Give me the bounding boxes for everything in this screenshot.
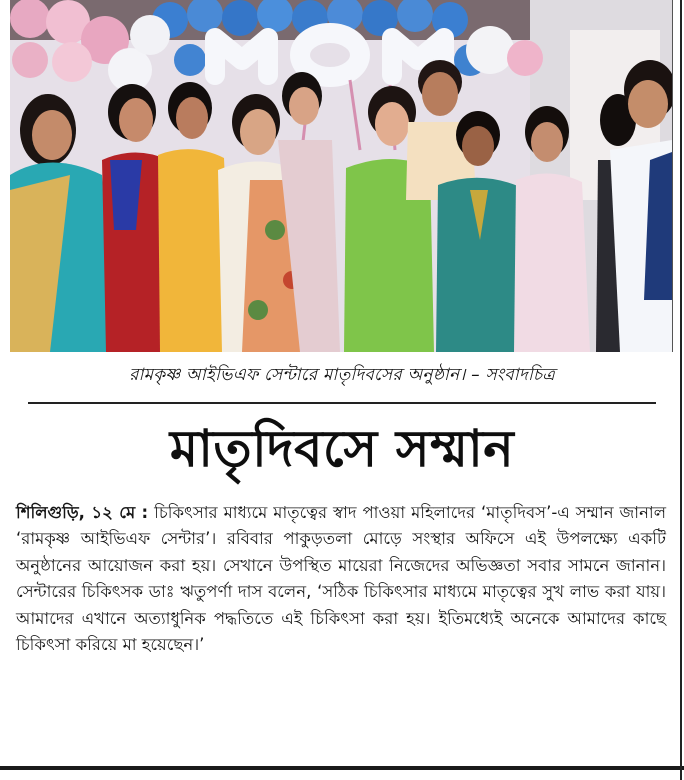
article-dateline: শিলিগুড়ি, ১২ মে : [16, 503, 149, 522]
right-border [680, 0, 682, 780]
event-photo [10, 0, 673, 352]
article-text: চিকিৎসার মাধ্যমে মাতৃত্বের স্বাদ পাওয়া মহিলাদের ‘মাতৃদিবস’-এ সম্মান জানাল ‘রামকৃষ্ণ আইভিএফ সেন্টার’। রবিবার পাকুড়তলা মোড়ে সংস্থার অফিসে এই উপলক্ষ্যে একটি অনুষ্ঠানের আয়োজন করা হয়। সেখানে উপস্থিত মায়েরা নিজেদের অভিজ্ঞতা সবার সামনে জানান। সেন্টারের চিকিৎসক ডাঃ ঋতুপর্ণা দাস বলেন, ‘সঠিক চিকিৎসার মাধ্যমে মাতৃত্বের সুখ লাভ করা যায়। আমাদের এখানে অত্যাধুনিক পদ্ধতিতে এই চিকিৎসা করা হয়। ইতিমধ্যেই অনেকে আমাদের কাছে চিকিৎসা করিয়ে মা হয়েছেন।’ [16, 503, 666, 655]
bottom-border [0, 766, 684, 770]
caption-divider [28, 402, 656, 404]
photo-caption: রামকৃষ্ণ আইভিএফ সেন্টারে মাতৃদিবসের অনুষ্ঠান। – সংবাদচিত্র [129, 365, 555, 385]
article-headline: মাতৃদিবসে সম্মান [169, 420, 515, 479]
article-body [16, 500, 666, 658]
